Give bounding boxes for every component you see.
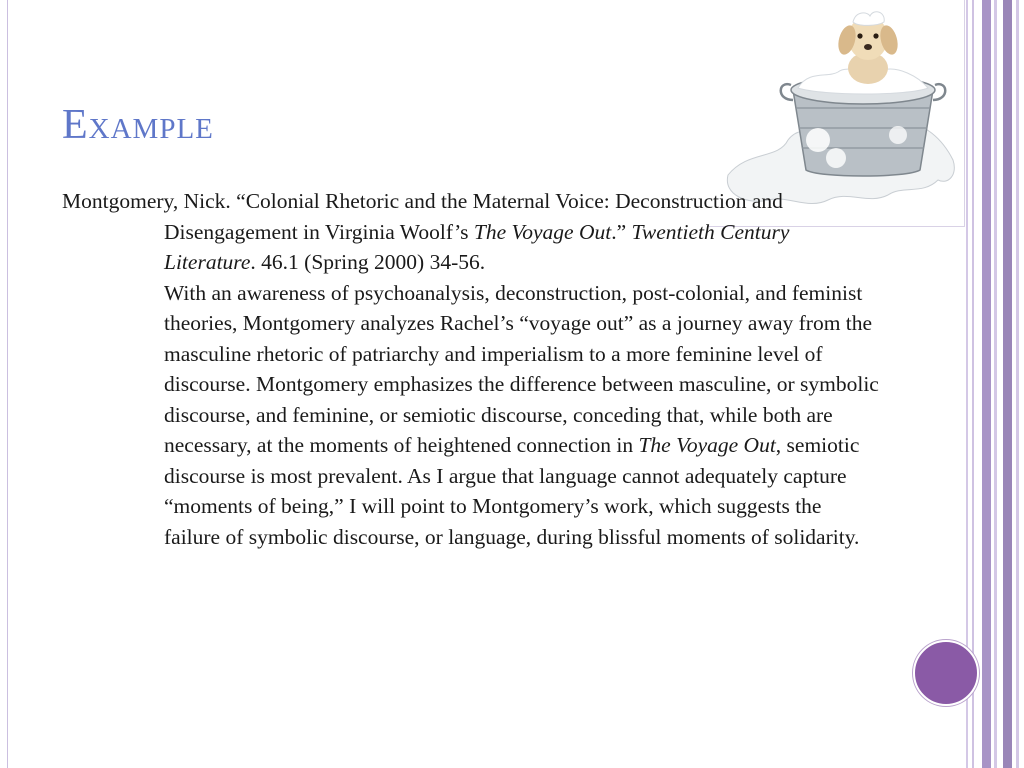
annotation — [62, 278, 882, 553]
annotation-part2: , semiotic discourse is most prevalent. As I argue that language cannot adequately capture “moments of being,” I will point to Montgomery’s work, which suggests the failure of symbolic discourse, or language, during blissful moments of solidarity. — [164, 433, 860, 549]
citation-close-quote: .” — [611, 219, 632, 244]
right-edge-stripes — [966, 0, 1024, 768]
citation-work-title: The Voyage Out — [473, 219, 612, 244]
slide-body — [62, 186, 882, 552]
slide-title: Example — [62, 102, 214, 148]
decorative-circle — [913, 640, 979, 706]
citation-article-title: “Colonial Rhetoric and the Maternal Voice: Deconstruction and Disengagement in Virginia Woolf’s — [164, 189, 783, 244]
citation-volume: . 46.1 (Spring 2000) 34-56. — [250, 250, 486, 274]
annotation-work-title: The Voyage Out — [638, 433, 776, 457]
annotation-part1: With an awareness of psychoanalysis, deconstruction, post-colonial, and feminist theories, Montgomery analyzes Rachel’s “voyage out” as a journey away from the masculine rhetoric of patriarchy and imperialism to a more feminine level of discourse. Montgomery emphasizes the difference between masculine, or symbolic discourse, and feminine, or semiotic discourse, conceding that, while both are necessary, at the moments of heightened connection in — [164, 280, 879, 457]
citation-journal: Twentieth Century Literature — [164, 219, 790, 274]
citation — [62, 186, 882, 278]
left-border-line — [7, 0, 8, 768]
citation-author: Montgomery, Nick. — [62, 189, 231, 213]
